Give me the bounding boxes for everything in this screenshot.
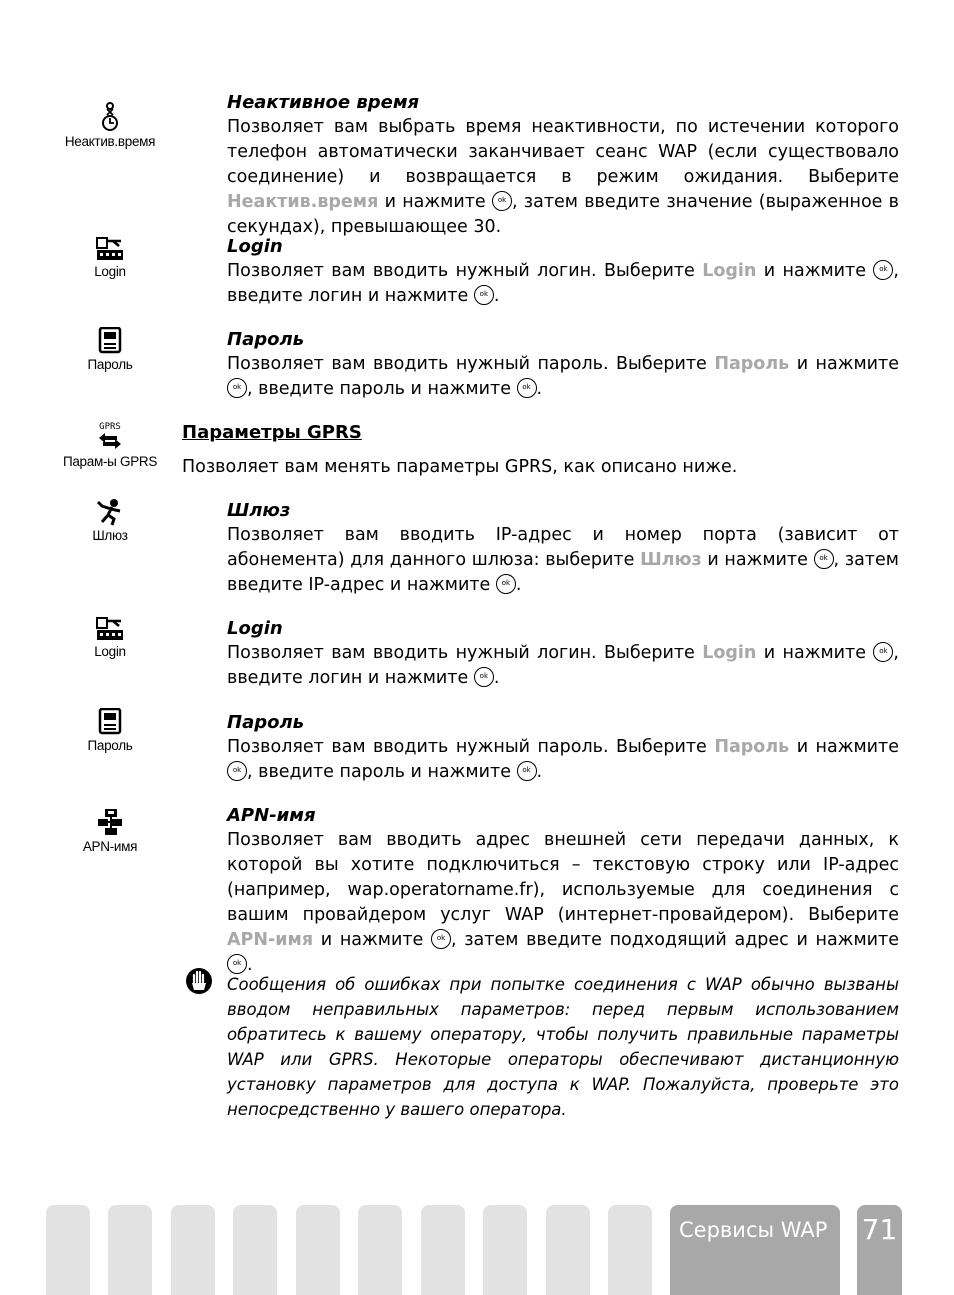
body-text: , введите пароль и нажмите <box>247 762 511 782</box>
section-intro: Позволяет вам менять параметры GPRS, как описано ниже. <box>182 457 738 477</box>
ok-key-icon <box>517 378 537 398</box>
menu-keyword: Пароль <box>714 737 790 757</box>
body-text: . <box>515 575 522 595</box>
inactive-time-icon-group <box>50 102 170 149</box>
body-text: . <box>536 379 543 399</box>
section-body <box>227 352 899 402</box>
icon-label: Шлюз <box>92 528 128 543</box>
body-text: Позволяет вам выбрать время неактивности, по истечении которого телефон автоматически заканчивает сеанс WAP (если существовало соединение) и возвращается в режим ожидания. Выберите <box>227 117 899 187</box>
chapter-tab <box>108 1205 152 1295</box>
apn-icon-group <box>50 807 170 854</box>
footer-tabs <box>0 1205 954 1295</box>
ok-key-icon <box>873 260 893 280</box>
chapter-tab <box>421 1205 465 1295</box>
login-icon-group <box>50 616 170 659</box>
chapter-tab <box>358 1205 402 1295</box>
body-text: . <box>247 955 253 975</box>
menu-keyword: APN-имя <box>227 930 314 950</box>
section-content <box>227 616 899 691</box>
section-title: Login <box>227 618 283 639</box>
icon-label: Неактив.время <box>64 134 156 149</box>
chapter-tab <box>483 1205 527 1295</box>
body-text: , введите логин и нажмите <box>227 261 899 306</box>
body-text: . <box>493 286 500 306</box>
section-title: Шлюз <box>227 500 291 521</box>
chapter-tab <box>296 1205 340 1295</box>
section-content <box>227 90 899 240</box>
ok-key-icon <box>474 667 494 687</box>
section-content <box>227 710 899 785</box>
network-icon <box>95 807 125 837</box>
ok-key-icon <box>227 761 247 781</box>
body-text: Позволяет вам вводить нужный пароль. Выберите <box>227 354 707 374</box>
menu-keyword: Login <box>702 643 757 663</box>
info-hand-icon <box>184 966 214 996</box>
chapter-tab <box>46 1205 90 1295</box>
login-icon <box>95 236 125 262</box>
section-content <box>227 498 899 598</box>
gprs-icon <box>95 420 125 452</box>
section-title: Login <box>227 236 283 257</box>
ok-key-icon <box>517 761 537 781</box>
ok-key-icon <box>496 574 516 594</box>
section-tab-label: Сервисы WAP <box>670 1205 840 1295</box>
section-body <box>227 259 899 309</box>
svg-text:GPRS: GPRS <box>99 422 121 432</box>
body-text: и нажмите <box>320 930 424 950</box>
note-text: Сообщения об ошибках при попытке соединения с WAP обычно вызваны вводом неправильных параметров: перед первым использованием обратитесь к вашему оператору, чтобы получить правильные параметры WAP или GPRS. Некоторые операторы обеспечивают дистанционную установку параметров для доступа к WAP. Пожалуйста, проверьте это непосредственно у вашего оператора. <box>227 975 899 1119</box>
body-text: Позволяет вам вводить IP-адрес и номер порта (зависит от абонемента) для данного шлюза: выберите <box>227 525 899 570</box>
gateway-icon <box>94 498 126 526</box>
menu-keyword: Шлюз <box>640 550 702 570</box>
icon-label: Парам-ы GPRS <box>62 454 158 469</box>
icon-label: Пароль <box>87 357 133 372</box>
body-text: . <box>536 762 543 782</box>
body-text: и нажмите <box>707 550 808 570</box>
body-text: , введите пароль и нажмите <box>247 379 511 399</box>
chapter-tab <box>546 1205 590 1295</box>
login-icon <box>95 616 125 642</box>
body-text: Позволяет вам вводить адрес внешней сети передачи данных, к которой вы хотите подключиться – текстовую строку или IP-адрес (например, wap.operatorname.fr), используемые для соединения с вашим провайдером услуг WAP (интернет-провайдером). Выберите <box>227 830 899 925</box>
body-text: . <box>493 668 500 688</box>
body-text: и нажмите <box>796 737 899 757</box>
gateway-icon-group <box>50 498 170 543</box>
body-text: Позволяет вам вводить нужный пароль. Выберите <box>227 737 707 757</box>
stopwatch-icon <box>99 102 121 132</box>
icon-label: Login <box>94 644 126 659</box>
password-icon-group <box>50 708 170 753</box>
section-content <box>182 420 899 480</box>
chapter-tab <box>171 1205 215 1295</box>
body-text: и нажмите <box>763 643 867 663</box>
ok-key-icon <box>227 378 247 398</box>
section-body <box>227 641 899 691</box>
ok-key-icon <box>474 285 494 305</box>
chapter-tab <box>608 1205 652 1295</box>
section-body <box>227 735 899 785</box>
page-number: 71 <box>857 1205 902 1295</box>
section-title: Неактивное время <box>227 92 420 113</box>
section-content <box>227 327 899 402</box>
icon-label: Login <box>94 264 126 279</box>
icon-label: Пароль <box>87 738 133 753</box>
chapter-tab <box>233 1205 277 1295</box>
login-icon-group <box>50 236 170 279</box>
password-icon <box>97 327 123 355</box>
body-text: и нажмите <box>384 192 486 212</box>
body-text: , затем введите IP-адрес и нажмите <box>227 550 899 595</box>
ok-key-icon <box>814 549 834 569</box>
body-text: и нажмите <box>763 261 867 281</box>
menu-keyword: Login <box>702 261 757 281</box>
section-content <box>227 803 899 978</box>
password-icon-group <box>50 327 170 372</box>
section-body <box>227 828 899 978</box>
ok-key-icon <box>431 929 451 949</box>
section-title: Пароль <box>227 712 305 733</box>
section-content <box>227 234 899 309</box>
section-heading: Параметры GPRS <box>182 422 362 443</box>
body-text: , затем введите значение (выраженное в секундах), превышающее 30. <box>227 192 899 237</box>
menu-keyword: Неактив.время <box>227 192 379 212</box>
gprs-icon-group <box>50 420 170 469</box>
ok-key-icon <box>873 642 893 662</box>
section-body <box>227 523 899 598</box>
body-text: , введите логин и нажмите <box>227 643 899 688</box>
menu-keyword: Пароль <box>714 354 790 374</box>
section-body <box>227 115 899 240</box>
icon-label: APN-имя <box>82 839 138 854</box>
body-text: Позволяет вам вводить нужный логин. Выберите <box>227 261 695 281</box>
body-text: и нажмите <box>796 354 899 374</box>
password-icon <box>97 708 123 736</box>
ok-key-icon <box>492 191 512 211</box>
body-text: Позволяет вам вводить нужный логин. Выберите <box>227 643 695 663</box>
section-title: Пароль <box>227 329 305 350</box>
ok-key-icon <box>227 954 247 974</box>
body-text: , затем введите подходящий адрес и нажмите <box>451 930 899 950</box>
section-title: APN-имя <box>227 805 316 826</box>
